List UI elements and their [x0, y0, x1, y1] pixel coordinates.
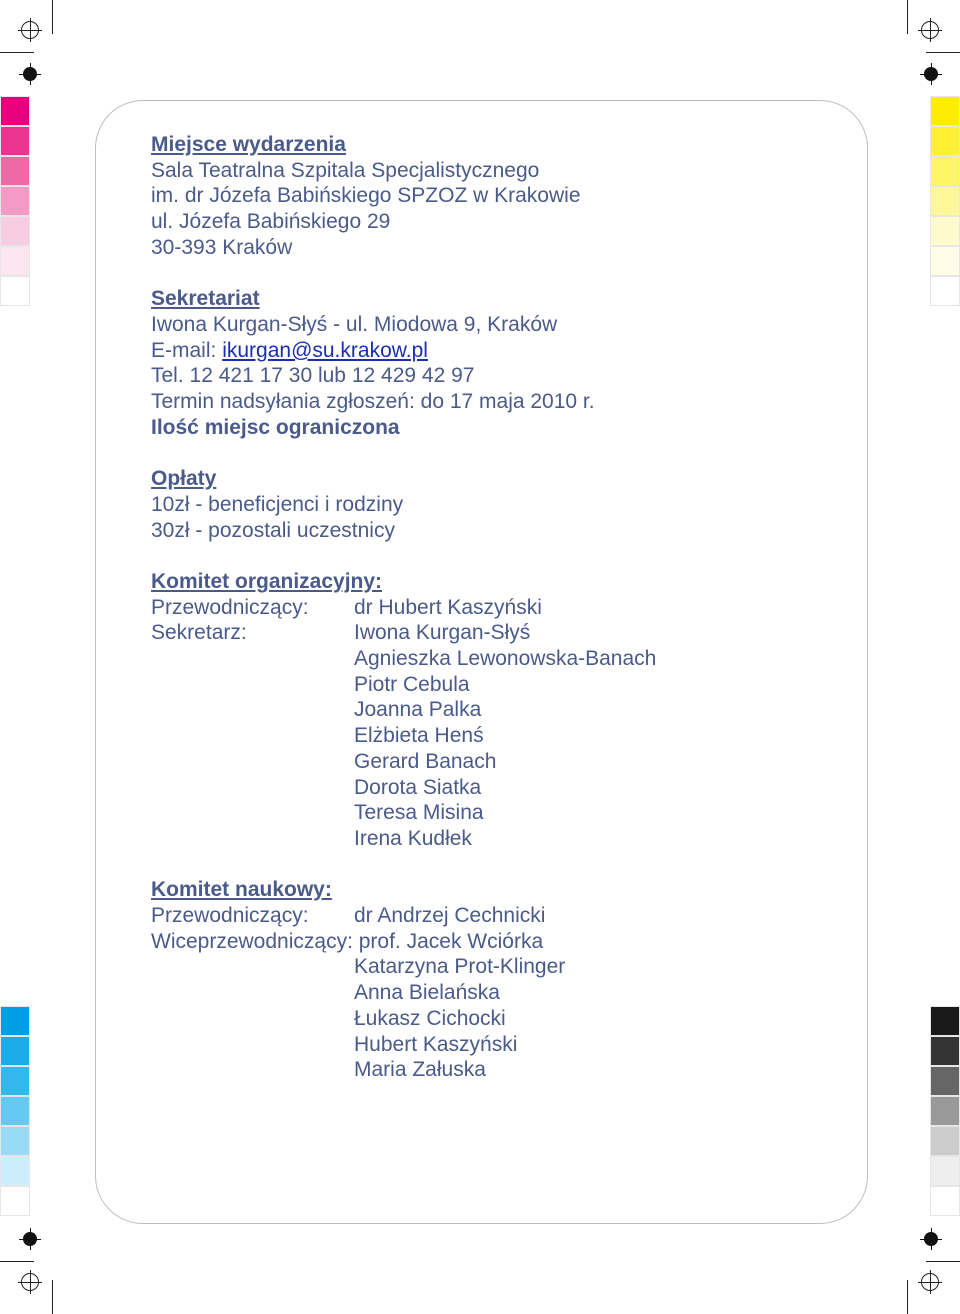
organizing-committee-heading: Komitet organizacyjny:: [151, 569, 383, 593]
organizing-chair-name: dr Hubert Kaszyński: [354, 595, 542, 619]
email-link[interactable]: ikurgan@su.krakow.pl: [222, 338, 428, 362]
spacer: [151, 543, 656, 569]
yellow-swatch: [930, 246, 960, 276]
black-swatch: [930, 1096, 960, 1126]
secretariat-heading: Sekretariat: [151, 287, 260, 311]
black-swatch: [930, 1036, 960, 1066]
crop-mark-bottom-left-horizontal: [0, 1261, 34, 1262]
scientific-committee-heading: Komitet naukowy:: [151, 878, 332, 902]
cyan-swatch: [0, 1036, 30, 1066]
registration-mark-icon: [921, 1273, 939, 1291]
crop-mark-bottom-left-vertical: [52, 1280, 53, 1314]
scientific-chair-name: dr Andrzej Cechnicki: [354, 904, 546, 928]
limited-seats-notice: Ilość miejsc ograniczona: [151, 415, 400, 439]
yellow-swatch: [930, 216, 960, 246]
spacer: [151, 261, 656, 287]
yellow-swatch: [930, 186, 960, 216]
crop-mark-top-left-horizontal: [0, 52, 34, 53]
scientific-chair-label: Przewodniczący:: [151, 904, 309, 928]
email-line: [151, 338, 656, 364]
fee-line: 30zł - pozostali uczestnicy: [151, 518, 395, 542]
venue-heading: Miejsce wydarzenia: [151, 133, 346, 156]
scientific-member: Hubert Kaszyński: [354, 1032, 518, 1056]
cyan-swatch: [0, 1006, 30, 1036]
registration-mark-icon: [921, 21, 939, 39]
yellow-swatch: [930, 96, 960, 126]
registration-dot-icon: [924, 67, 938, 81]
organizing-secretary-label: Sekretarz:: [151, 621, 247, 645]
document-content: [151, 132, 656, 1083]
crop-mark-top-right-horizontal: [926, 52, 960, 53]
registration-dot-icon: [23, 67, 37, 81]
black-swatch: [930, 1156, 960, 1186]
black-swatch: [930, 1066, 960, 1096]
magenta-swatch: [0, 246, 30, 276]
organizing-member: Elżbieta Henś: [354, 724, 484, 748]
magenta-swatch: [0, 216, 30, 246]
registration-mark-icon: [21, 21, 39, 39]
black-swatch: [930, 1126, 960, 1156]
phone-line: Tel. 12 421 17 30 lub 12 429 42 97: [151, 364, 475, 388]
scientific-member: Anna Bielańska: [354, 981, 500, 1005]
venue-line: Sala Teatralna Szpitala Specjalistycznego: [151, 158, 540, 182]
organizing-member: Joanna Palka: [354, 698, 482, 722]
organizing-chair-row: [151, 595, 656, 621]
scientific-chair-row: [151, 903, 656, 929]
organizing-member: Dorota Siatka: [354, 775, 482, 799]
organizing-member: Agnieszka Lewonowska-Banach: [354, 647, 657, 671]
scientific-member: Katarzyna Prot-Klinger: [354, 955, 566, 979]
magenta-swatch: [0, 186, 30, 216]
crop-mark-bottom-right-horizontal: [926, 1261, 960, 1262]
scientific-member: Łukasz Cichocki: [354, 1006, 506, 1030]
organizing-member: Irena Kudłek: [354, 826, 472, 850]
cyan-swatch: [0, 1126, 30, 1156]
organizing-member: Gerard Banach: [354, 749, 497, 773]
magenta-swatch: [0, 126, 30, 156]
scientific-vice-chair-line: Wiceprzewodniczący: prof. Jacek Wciórka: [151, 929, 544, 953]
yellow-swatch: [930, 126, 960, 156]
crop-mark-top-left-vertical: [52, 0, 53, 34]
crop-mark-bottom-right-vertical: [907, 1280, 908, 1314]
cyan-swatch: [0, 1096, 30, 1126]
magenta-swatch: [0, 96, 30, 126]
yellow-swatch: [930, 276, 960, 306]
scientific-member: Maria Załuska: [354, 1058, 486, 1082]
registration-dot-icon: [23, 1232, 37, 1246]
deadline-line: Termin nadsyłania zgłoszeń: do 17 maja 2010 r.: [151, 390, 595, 414]
black-swatch: [930, 1006, 960, 1036]
fee-line: 10zł - beneficjenci i rodziny: [151, 492, 404, 516]
venue-line: 30-393 Kraków: [151, 235, 293, 259]
yellow-swatch: [930, 156, 960, 186]
organizing-secretary-row: [151, 620, 656, 646]
spacer: [151, 440, 656, 466]
organizing-member: Teresa Misina: [354, 801, 484, 825]
cyan-swatch: [0, 1156, 30, 1186]
cyan-swatch: [0, 1186, 30, 1216]
black-swatch: [930, 1186, 960, 1216]
crop-mark-top-right-vertical: [907, 0, 908, 34]
cyan-swatch: [0, 1066, 30, 1096]
spacer: [151, 852, 656, 878]
fees-heading: Opłaty: [151, 467, 217, 491]
secretariat-contact: Iwona Kurgan-Słyś - ul. Miodowa 9, Kraków: [151, 312, 558, 336]
registration-mark-icon: [21, 1273, 39, 1291]
venue-line: im. dr Józefa Babińskiego SPZOZ w Krakowie: [151, 184, 581, 208]
email-label: E-mail:: [151, 338, 223, 362]
venue-line: ul. Józefa Babińskiego 29: [151, 210, 391, 234]
magenta-swatch: [0, 156, 30, 186]
registration-dot-icon: [924, 1232, 938, 1246]
organizing-chair-label: Przewodniczący:: [151, 595, 309, 619]
magenta-swatch: [0, 276, 30, 306]
organizing-secretary-name: Iwona Kurgan-Słyś: [354, 621, 531, 645]
organizing-member: Piotr Cebula: [354, 672, 470, 696]
